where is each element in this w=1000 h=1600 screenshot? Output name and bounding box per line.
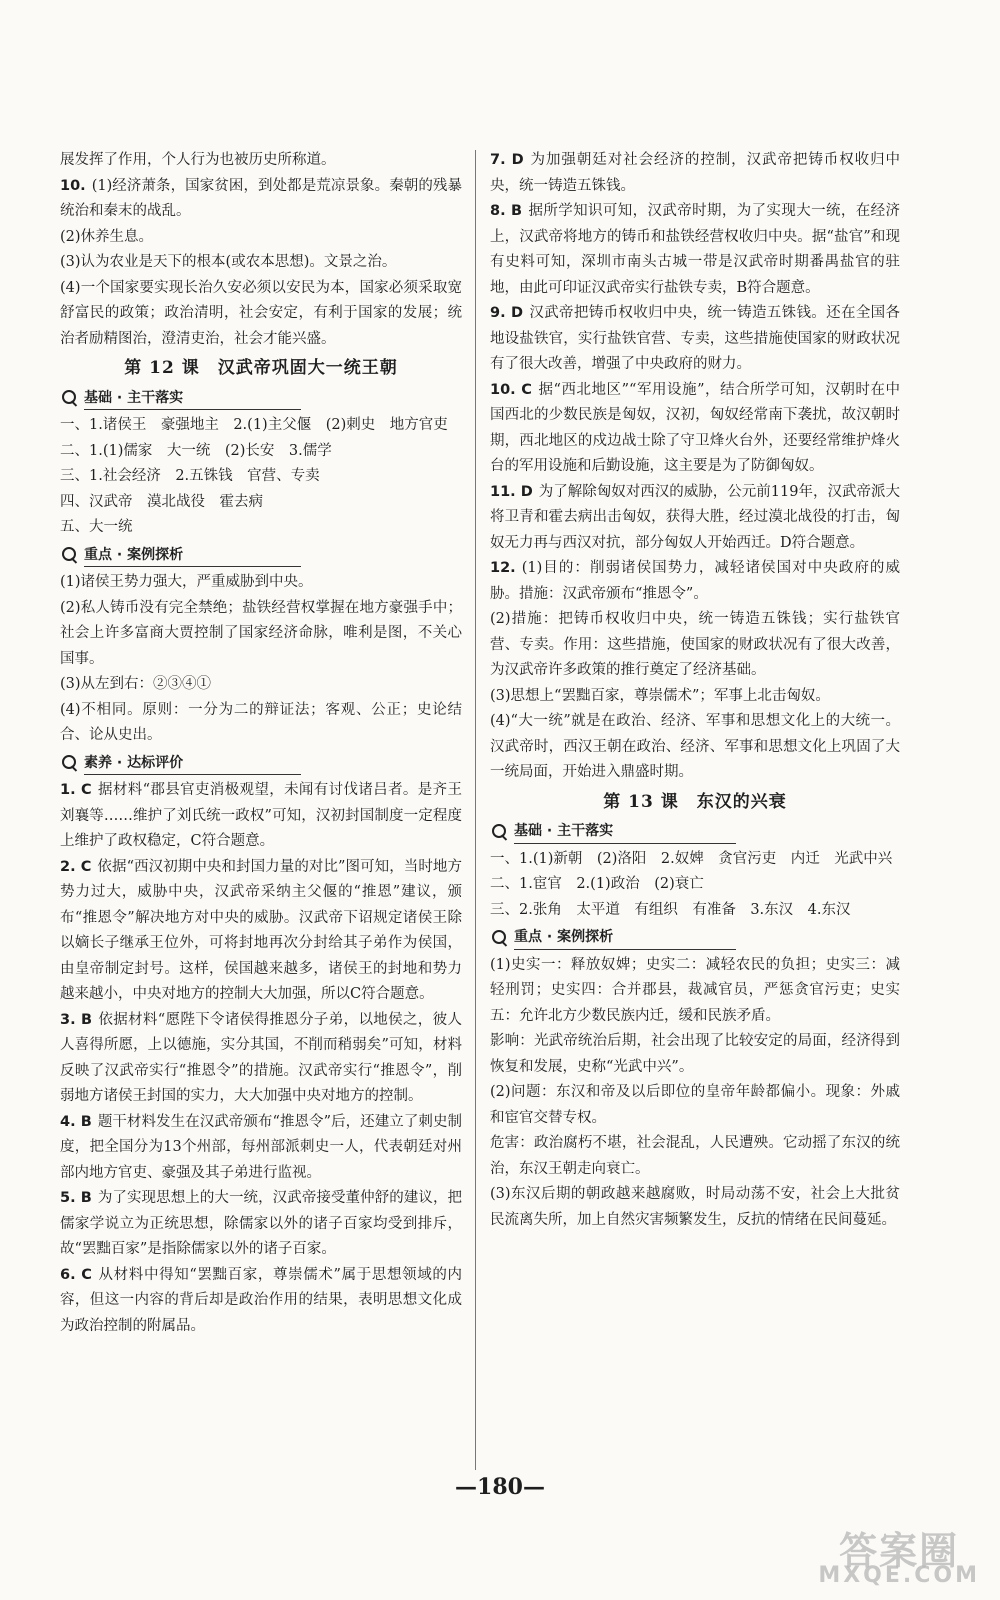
answer-line: (2)问题：东汉和帝及以后即位的皇帝年龄都偏小。现象：外戚和宦官交替专权。 (490, 1084, 900, 1126)
answer-line: 危害：政治腐朽不堪，社会混乱，人民遭殃。它动摇了东汉的统治，东汉王朝走向衰亡。 (490, 1135, 900, 1177)
answer-line: (2)私人铸币没有完全禁绝；盐铁经营权掌握在地方豪强手中；社会上许多富商大贾控制了国家经济命脉，唯利是图，不关心国事。 (60, 599, 462, 667)
answer-text: (2)休养生息。 (60, 228, 154, 245)
question-number: 10. (60, 177, 86, 194)
answer-text: (3)认为农业是天下的根本(或农本思想)。文景之治。 (60, 254, 397, 270)
answer-text: 据材料“郡县官吏消极观望，未闻有讨伐诸吕者。是齐王刘襄等……维护了刘氏统一政权”可知，汉初封国制度一定程度上维护了政权稳定，C符合题意。 (60, 782, 462, 849)
question-3 (60, 1008, 462, 1110)
answer-line: (4)不相同。原则：一分为二的辩证法；客观、公正；史论结合、论从史出。 (60, 701, 462, 743)
question-7 (490, 148, 900, 199)
section-heading (490, 925, 900, 951)
question-number: 2. C (60, 858, 92, 875)
section-heading (60, 386, 462, 412)
answer-text: 汉武帝把铸币权收归中央，统一铸造五铢钱。还在全国各地设盐铁官，实行盐铁官营、专卖，这些措施使国家的财政状况有了很大改善，增强了中央政府的财力。 (490, 305, 901, 372)
answer-text: (4)一个国家要实现长治久安必须以安民为本，国家必须采取宽舒富民的政策；政治清明，社会安定，有利于国家的发展；统治者励精图治，澄清吏治，社会才能兴盛。 (60, 279, 462, 347)
watermark-text: 答案圈 (839, 1528, 960, 1573)
right-column (490, 148, 900, 1233)
answer-line: 影响：光武帝统治后期，社会出现了比较安定的局面，经济得到恢复和发展，史称“光武中兴”。 (490, 1033, 900, 1075)
answer-text: (1)目的：削弱诸侯国势力，减轻诸侯国对中央政府的威胁。措施：汉武帝颁布“推恩令”。 (490, 560, 900, 602)
section-heading (490, 819, 900, 845)
answer-line: 三、2.张角 太平道 有组织 有准备 3.东汉 4.东汉 (490, 901, 851, 918)
question-number: 8. B (490, 203, 523, 219)
section-label: 重点 · 案例探析 (84, 546, 184, 563)
answer-text: 为了解除匈奴对西汉的威胁，公元前119年，汉武帝派大将卫青和霍去病出击匈奴，获得大胜，经过漠北战役的打击，匈奴无力再与西汉对抗，部分匈奴人开始西迁。D符合题意。 (490, 483, 900, 551)
answer-line: 一、1.诸侯王 豪强地主 2.(1)主父偃 (2)刺史 地方官吏 (60, 417, 448, 433)
answer-line: (3)从左到右：②③④① (60, 676, 212, 692)
answer-text: 从材料中得知“罢黜百家，尊崇儒术”属于思想领域的内容，但这一内容的背后却是政治作用的结果，表明思想文化成为政治控制的附属品。 (60, 1266, 462, 1334)
question-5 (60, 1186, 462, 1263)
magnifier-icon (60, 545, 80, 565)
watermark-url: MXQE.COM (818, 1563, 980, 1588)
question-number: 10. C (490, 381, 532, 398)
question-number: 7. D (490, 152, 524, 168)
answer-text: (1)经济萧条，国家贫困，到处都是荒凉景象。秦朝的残暴统治和秦末的战乱。 (60, 177, 462, 219)
section-label: 基础 · 主干落实 (84, 389, 184, 406)
answer-line: 五、大一统 (60, 519, 133, 535)
question-10 (490, 378, 900, 480)
paragraph: 展发挥了作用，个人行为也被历史所称道。 (60, 152, 336, 168)
answer-line: 二、1.宦官 2.(1)政治 (2)衰亡 (490, 876, 704, 892)
question-10 (60, 174, 462, 225)
magnifier-icon (490, 928, 510, 948)
question-6 (60, 1263, 462, 1340)
answer-line: 二、1.(1)儒家 大一统 (2)长安 3.儒学 (60, 442, 332, 459)
answer-line: 一、1.(1)新朝 (2)洛阳 2.奴婢 贪官污吏 内迁 光武中兴 (490, 850, 893, 867)
page-number: —180— (455, 1474, 545, 1500)
question-number: 12. (490, 560, 516, 576)
section-label: 重点 · 案例探析 (514, 929, 614, 945)
question-number: 6. C (60, 1266, 92, 1283)
magnifier-icon (490, 822, 510, 842)
answer-line: 三、1.社会经济 2.五铢钱 官营、专卖 (60, 468, 320, 484)
question-number: 4. B (60, 1113, 92, 1130)
question-number: 1. C (60, 782, 92, 798)
answer-text: (3)思想上“罢黜百家，尊崇儒术”；军事上北击匈奴。 (490, 687, 830, 704)
question-8 (490, 199, 900, 301)
question-number: 11. D (490, 483, 533, 500)
question-11 (490, 480, 900, 557)
answer-text: 依据“西汉初期中央和封国力量的对比”图可知，当时地方势力过大，威胁中央，汉武帝采纳主父偃的“推恩”建议，颁布“推恩令”解决地方对中央的威胁。汉武帝下诏规定诸侯王除以嫡长子继承王位外，可将封地再次分封给其子弟作为侯国，由皇帝制定封号。这样，侯国越来越多，诸侯王的封地和势力越来越小，中央对地方的控制大大加强，所以C符合题意。 (60, 858, 462, 1002)
answer-text: 据“西北地区”“军用设施”，结合所学可知，汉朝时在中国西北的少数民族是匈奴，汉初，匈奴经常南下袭扰，故汉朝时期，西北地区的戍边战士除了守卫烽火台外，还要经常维护烽火台的军用设施和后勤设施，这主要是为了防御匈奴。 (490, 381, 900, 474)
question-number: 9. D (490, 305, 524, 321)
question-12 (490, 556, 900, 607)
section-label: 基础 · 主干落实 (514, 823, 614, 839)
question-2 (60, 855, 462, 1008)
answer-line: 四、汉武帝 漠北战役 霍去病 (60, 493, 263, 510)
answer-text: (4)“大一统”就是在政治、经济、军事和思想文化上的大统一。汉武帝时，西汉王朝在政治、经济、军事和思想文化上巩固了大一统局面，开始进入鼎盛时期。 (490, 713, 900, 780)
magnifier-icon (60, 388, 80, 408)
answer-text: 依据材料“愿陛下令诸侯得推恩分子弟，以地侯之，彼人人喜得所愿，上以德施，实分其国，不削而稍弱矣”可知，材料反映了汉武帝实行“推恩令”的措施。汉武帝实行“推恩令”，削弱地方诸侯王封国的实力，大大加强中央对地方的控制。 (60, 1011, 462, 1104)
section-heading (60, 543, 462, 569)
answer-text: 为了实现思想上的大一统，汉武帝接受董仲舒的建议，把儒家学说立为正统思想，除儒家以外的诸子百家均受到排斥，故“罢黜百家”是指除儒家以外的诸子百家。 (60, 1190, 463, 1257)
answer-text: 据所学知识可知，汉武帝时期，为了实现大一统，在经济上，汉武帝将地方的铸币和盐铁经营权收归中央。据“盐官”和现有史料可知，深圳市南头古城一带是汉武帝时期番禺盐官的驻地，由此可印证汉武帝实行盐铁专卖，B符合题意。 (490, 203, 900, 296)
question-1 (60, 778, 462, 855)
answer-text: (2)措施：把铸币权收归中央，统一铸造五铢钱；实行盐铁官营、专卖。作用：这些措施，使国家的财政状况有了很大改善，为汉武帝许多政策的推行奠定了经济基础。 (490, 611, 900, 678)
answer-line: (3)东汉后期的朝政越来越腐败，时局动荡不安，社会上大批贫民流离失所，加上自然灾害频繁发生，反抗的情绪在民间蔓延。 (490, 1186, 900, 1228)
answer-line: (1)史实一：释放奴婢；史实二：减轻农民的负担；史实三：减轻刑罚；史实四：合并郡县，裁减官员，严惩贪官污吏；史实五：允许北方少数民族内迁，缓和民族矛盾。 (490, 956, 900, 1024)
answer-text: 为加强朝廷对社会经济的控制，汉武帝把铸币权收归中央，统一铸造五铢钱。 (490, 152, 901, 194)
question-number: 3. B (60, 1011, 93, 1028)
section-heading (60, 751, 462, 777)
question-number: 5. B (60, 1190, 92, 1206)
magnifier-icon (60, 753, 80, 773)
watermark-logo (818, 1528, 980, 1589)
lesson-title: 第 12 课 汉武帝巩固大一统王朝 (124, 358, 398, 378)
question-4 (60, 1110, 462, 1187)
left-column (60, 148, 462, 1339)
lesson-title: 第 13 课 东汉的兴衰 (603, 791, 787, 812)
answer-line: (1)诸侯王势力强大，严重威胁到中央。 (60, 574, 313, 590)
answer-text: 题干材料发生在汉武帝颁布“推恩令”后，还建立了刺史制度，把全国分为13个州部，每州部派刺史一人，代表朝廷对州部内地方官吏、豪强及其子弟进行监视。 (60, 1113, 463, 1181)
section-label: 素养 · 达标评价 (84, 754, 184, 771)
question-9 (490, 301, 900, 378)
column-divider (475, 150, 476, 1470)
